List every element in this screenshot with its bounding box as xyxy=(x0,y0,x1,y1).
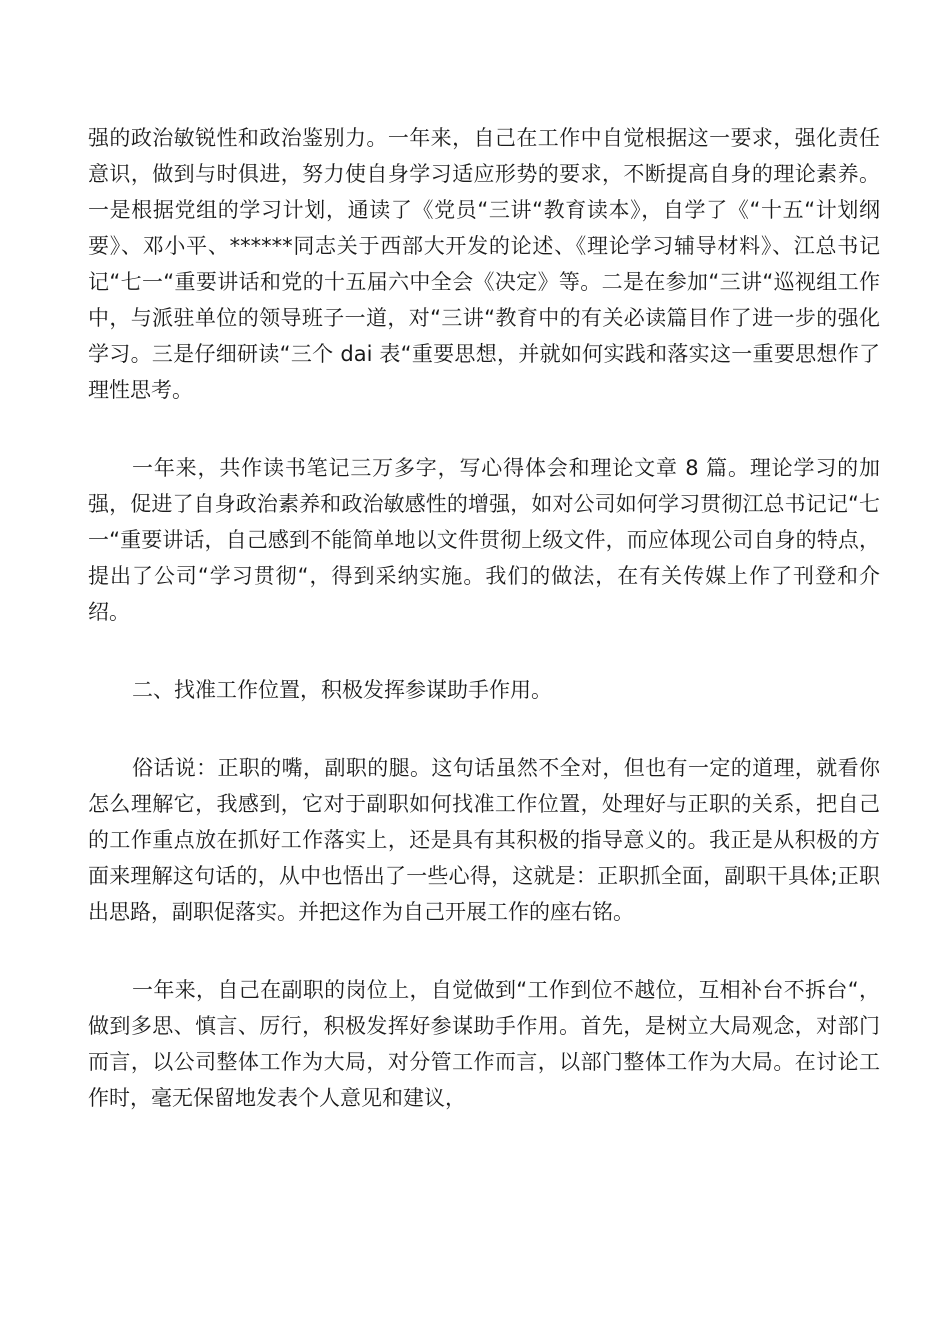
document-body xyxy=(88,120,880,1116)
paragraph-3: 俗话说：正职的嘴，副职的腿。这句话虽然不全对，但也有一定的道理，就看你怎么理解它，我感到，它对于副职如何找准工作位置，处理好与正职的关系，把自己的工作重点放在抓好工作落实上，还是具有其积极的指导意义的。我正是从积极的方面来理解这句话的，从中也悟出了一些心得，这就是：正职抓全面，副职干具体;正职出思路，副职促落实。并把这作为自己开展工作的座右铭。 xyxy=(88,756,880,924)
paragraph-4: 一年来，自己在副职的岗位上，自觉做到“工作到位不越位，互相补台不拆台“，做到多思、慎言、厉行，积极发挥好参谋助手作用。首先，是树立大局观念，对部门而言，以公司整体工作为大局，对分管工作而言，以部门整体工作为大局。在讨论工作时，毫无保留地发表个人意见和建议， xyxy=(88,978,880,1110)
paragraph-1: 强的政治敏锐性和政治鉴别力。一年来，自己在工作中自觉根据这一要求，强化责任意识，做到与时俱进，努力使自身学习适应形势的要求，不断提高自身的理论素养。一是根据党组的学习计划，通读了《党员“三讲“教育读本》，自学了《“十五“计划纲要》、邓小平、******同志关于西部大开发的论述、《理论学习辅导材料》、江总书记记“七一“重要讲话和党的十五届六中全会《决定》等。二是在参加“三讲“巡视组工作中，与派驻单位的领导班子一道，对“三讲“教育中的有关必读篇目作了进一步的强化学习。三是仔细研读“三个 dai 表“重要思想，并就如何实践和落实这一重要思想作了理性思考。 xyxy=(88,126,880,402)
section-heading: 二、找准工作位置，积极发挥参谋助手作用。 xyxy=(132,678,552,702)
paragraph-2: 一年来，共作读书笔记三万多字，写心得体会和理论文章 8 篇。理论学习的加强，促进了自身政治素养和政治敏感性的增强，如对公司如何学习贯彻江总书记记“七一“重要讲话，自己感到不能简单地以文件贯彻上级文件，而应体现公司自身的特点，提出了公司“学习贯彻“，得到采纳实施。我们的做法，在有关传媒上作了刊登和介绍。 xyxy=(88,456,880,624)
